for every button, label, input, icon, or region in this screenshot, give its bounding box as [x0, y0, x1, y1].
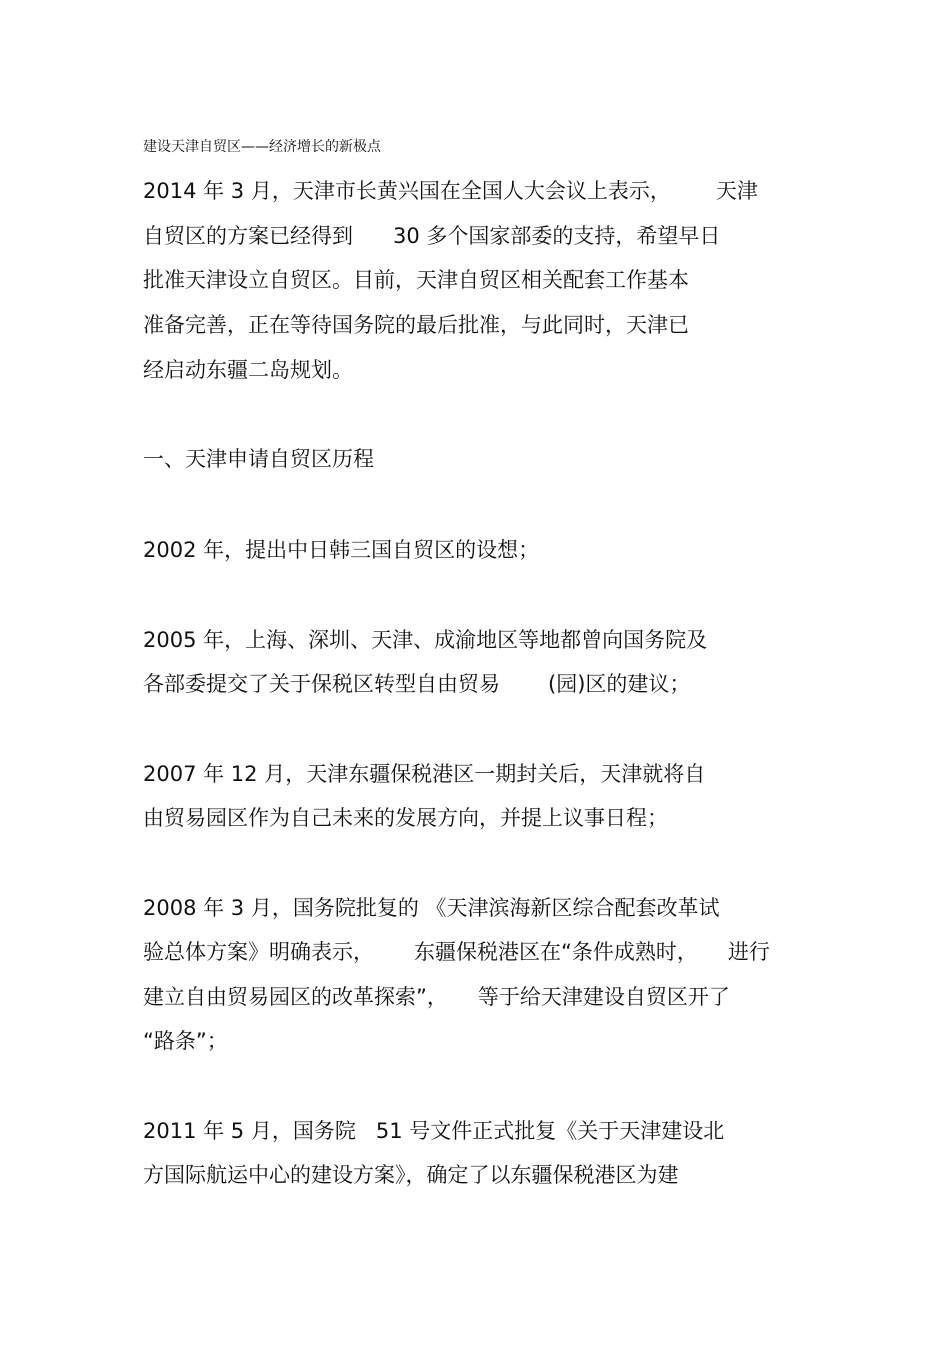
intro-line-1-text: 2014 年 3 月，天津市长黄兴国在全国人大会议上表示，	[143, 179, 671, 203]
intro-line-5: 经启动东疆二岛规划。	[143, 358, 353, 382]
event-2008-line-3	[143, 982, 730, 1012]
intro-line-2-text: 自贸区的方案已经得到	[143, 224, 353, 248]
event-2008-line-2-tail: 进行	[727, 940, 770, 964]
event-2005-line-1: 2005 年，上海、深圳、天津、成渝地区等地都曾向国务院及	[143, 628, 708, 652]
event-2007-line-1: 2007 年 12 月，天津东疆保税港区一期封关后，天津就将自	[143, 762, 706, 786]
intro-line-1-tail: 天津	[715, 179, 758, 203]
event-2011-line-1-tail: 51 号文件正式批复《关于天津建设北	[375, 1119, 725, 1143]
event-2005-line-2	[143, 669, 690, 699]
event-2008-line-2-text: 验总体方案》明确表示，	[143, 940, 374, 964]
event-2011-line-1-text: 2011 年 5 月，国务院	[143, 1119, 356, 1143]
event-2008-line-3-text: 建立自由贸易园区的改革探索”，	[143, 985, 448, 1009]
event-2008-line-2-mid: 东疆保税港区在“条件成熟时，	[414, 940, 698, 964]
event-2011-line-2: 方国际航运中心的建设方案》，确定了以东疆保税港区为建	[143, 1163, 679, 1187]
event-2008-line-2	[143, 937, 770, 967]
document-title: 建设天津自贸区——经济增长的新极点	[143, 139, 381, 155]
intro-line-4: 准备完善，正在等待国务院的最后批准，与此同时，天津已	[143, 313, 689, 337]
intro-line-3: 批准天津设立自贸区。目前，天津自贸区相关配套工作基本	[143, 268, 689, 292]
event-2008-line-4: “路条”；	[143, 1029, 228, 1053]
event-2008-line-3-tail: 等于给天津建设自贸区开了	[477, 985, 730, 1009]
section-heading: 一、天津申请自贸区历程	[143, 447, 374, 471]
event-2005-line-2-text: 各部委提交了关于保税区转型自由贸易	[143, 672, 500, 696]
intro-line-1	[143, 176, 758, 206]
event-2005-line-2-tail: (园)区的建议；	[548, 672, 691, 696]
intro-line-2	[143, 221, 720, 251]
event-2011-line-1	[143, 1116, 724, 1146]
event-2008-line-1: 2008 年 3 月，国务院批复的 《天津滨海新区综合配套改革试	[143, 896, 720, 920]
event-2007-line-2: 由贸易园区作为自己未来的发展方向，并提上议事日程；	[143, 806, 668, 830]
event-2002: 2002 年，提出中日韩三国自贸区的设想；	[143, 538, 540, 562]
intro-line-2-tail: 30 多个国家部委的支持，希望早日	[393, 224, 721, 248]
